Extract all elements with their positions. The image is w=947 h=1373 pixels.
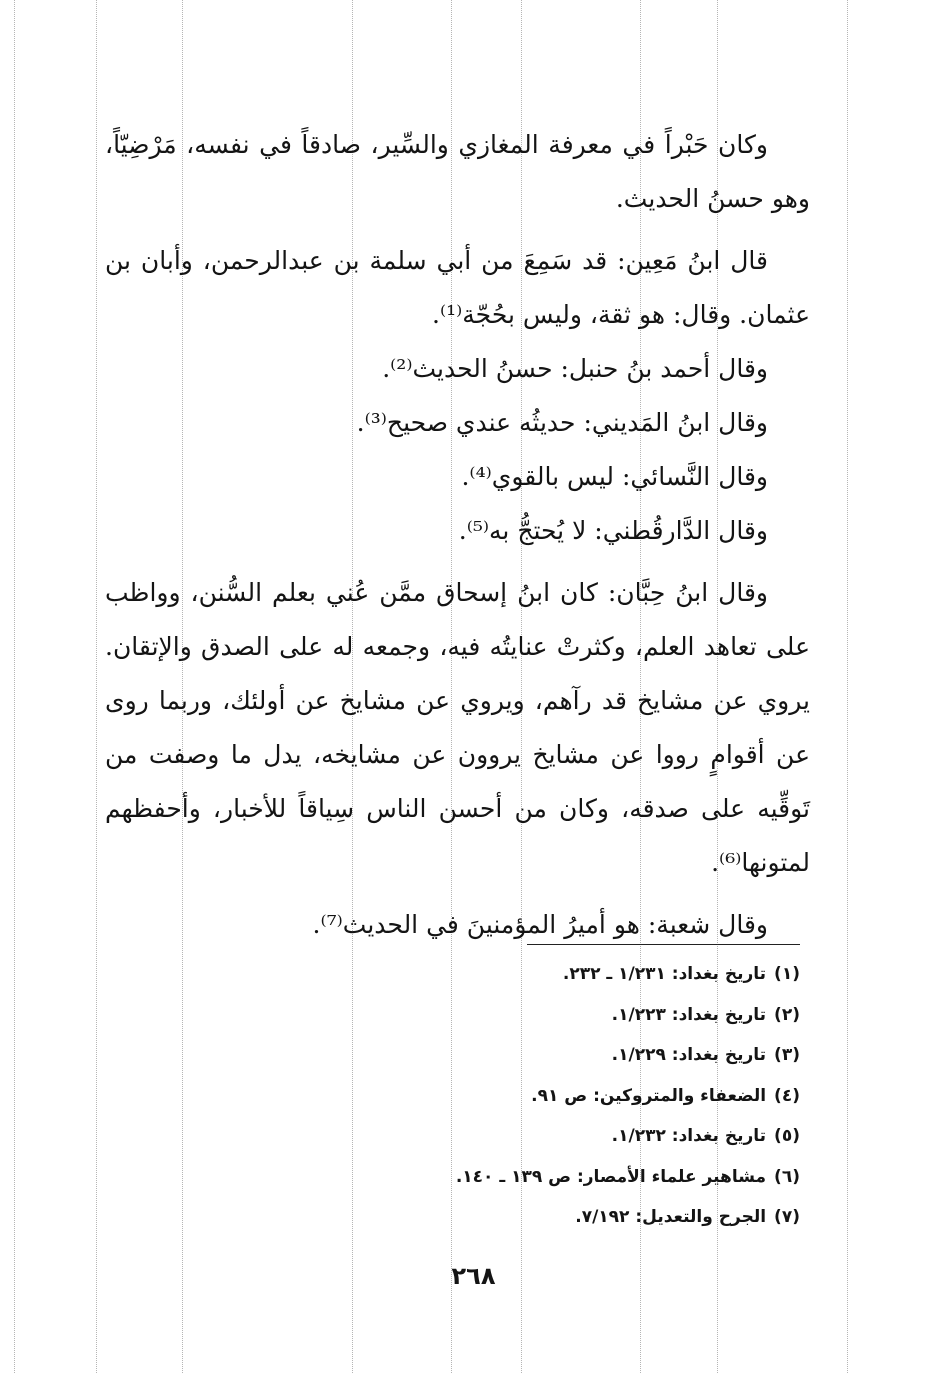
footnote-number: (١) (774, 964, 800, 984)
footnote-number: (٣) (774, 1045, 800, 1065)
footnote-number: (٥) (774, 1126, 800, 1146)
footnote (380, 954, 800, 995)
footnote-text: الضعفاء والمتروكين: ص ٩١. (531, 1085, 767, 1106)
paragraph: قال ابنُ مَعِين: قد سَمِعَ من أبي سلمة بن عبدالرحمن، وأبان بن عثمان. وقال: هو ثقة، وليس بحُجّة⁽¹⁾. (105, 246, 810, 329)
paragraph: وقال ابنُ المَديني: حديثُه عندي صحيح⁽³⁾. (356, 408, 768, 437)
footnote (380, 1197, 800, 1238)
paragraph: وقال أحمد بنُ حنبل: حسنُ الحديث⁽²⁾. (382, 354, 768, 383)
footnote (380, 1116, 800, 1157)
footnote-number: (٤) (774, 1085, 800, 1106)
footnote-text: تاريخ بغداد: ١/٢٣٢. (611, 1126, 767, 1146)
footnote-text: مشاهير علماء الأمصار: ص ١٣٩ ـ ١٤٠. (455, 1166, 767, 1187)
footnote (380, 995, 800, 1036)
footnote (380, 1076, 800, 1117)
paragraph: وقال الدَّارقُطني: لا يُحتجُّ به⁽⁵⁾. (458, 516, 768, 545)
main-text (105, 118, 810, 952)
footnote-number: (٢) (774, 1004, 800, 1025)
scan-guide-line (847, 0, 848, 1373)
footnote (380, 1035, 800, 1076)
scan-guide-line (14, 0, 15, 1373)
footnote-text: تاريخ بغداد: ١/٢٢٩. (611, 1045, 767, 1065)
paragraph: وقال شعبة: هو أميرُ المؤمنينَ في الحديث⁽⁷⁾. (312, 910, 768, 939)
page-number: ٢٦٨ (451, 1262, 496, 1290)
footnote-text: تاريخ بغداد: ١/٢٣١ ـ ٢٣٢. (562, 964, 767, 984)
paragraph: وقال النَّسائي: ليس بالقوي⁽⁴⁾. (461, 462, 768, 491)
paragraph: وكان حَبْراً في معرفة المغازي والسِّير، صادقاً في نفسه، مَرْضِيّاً، وهو حسنُ الحديث. (105, 130, 810, 213)
footnote-separator (527, 944, 800, 945)
scan-guide-line (96, 0, 97, 1373)
footnote-number: (٦) (774, 1166, 800, 1187)
footnote-text: الجرح والتعديل: ٧/١٩٢. (575, 1207, 767, 1227)
footnote (380, 1157, 800, 1198)
paragraph: وقال ابنُ حِبَّان: كان ابنُ إسحاق ممَّن عُني بعلم السُّنن، وواظب على تعاهد العلم، وكثرتْ عنايتُه فيه، وجمعه له على الصدق والإتقان. يروي عن مشايخ قد رآهم، ويروي عن مشايخ عن أولئك، وربما روى عن أقوامٍ رووا عن مشايخ يروون عن مشايخه، يدل ما وصفت من تَوقِّيه على صدقه، وكان من أحسن الناس سِياقاً للأخبار، وأحفظهم لمتونها⁽⁶⁾. (105, 578, 810, 877)
footnote-number: (٧) (774, 1207, 800, 1227)
footnotes (380, 954, 800, 1238)
footnote-text: تاريخ بغداد: ١/٢٢٣. (611, 1004, 767, 1025)
